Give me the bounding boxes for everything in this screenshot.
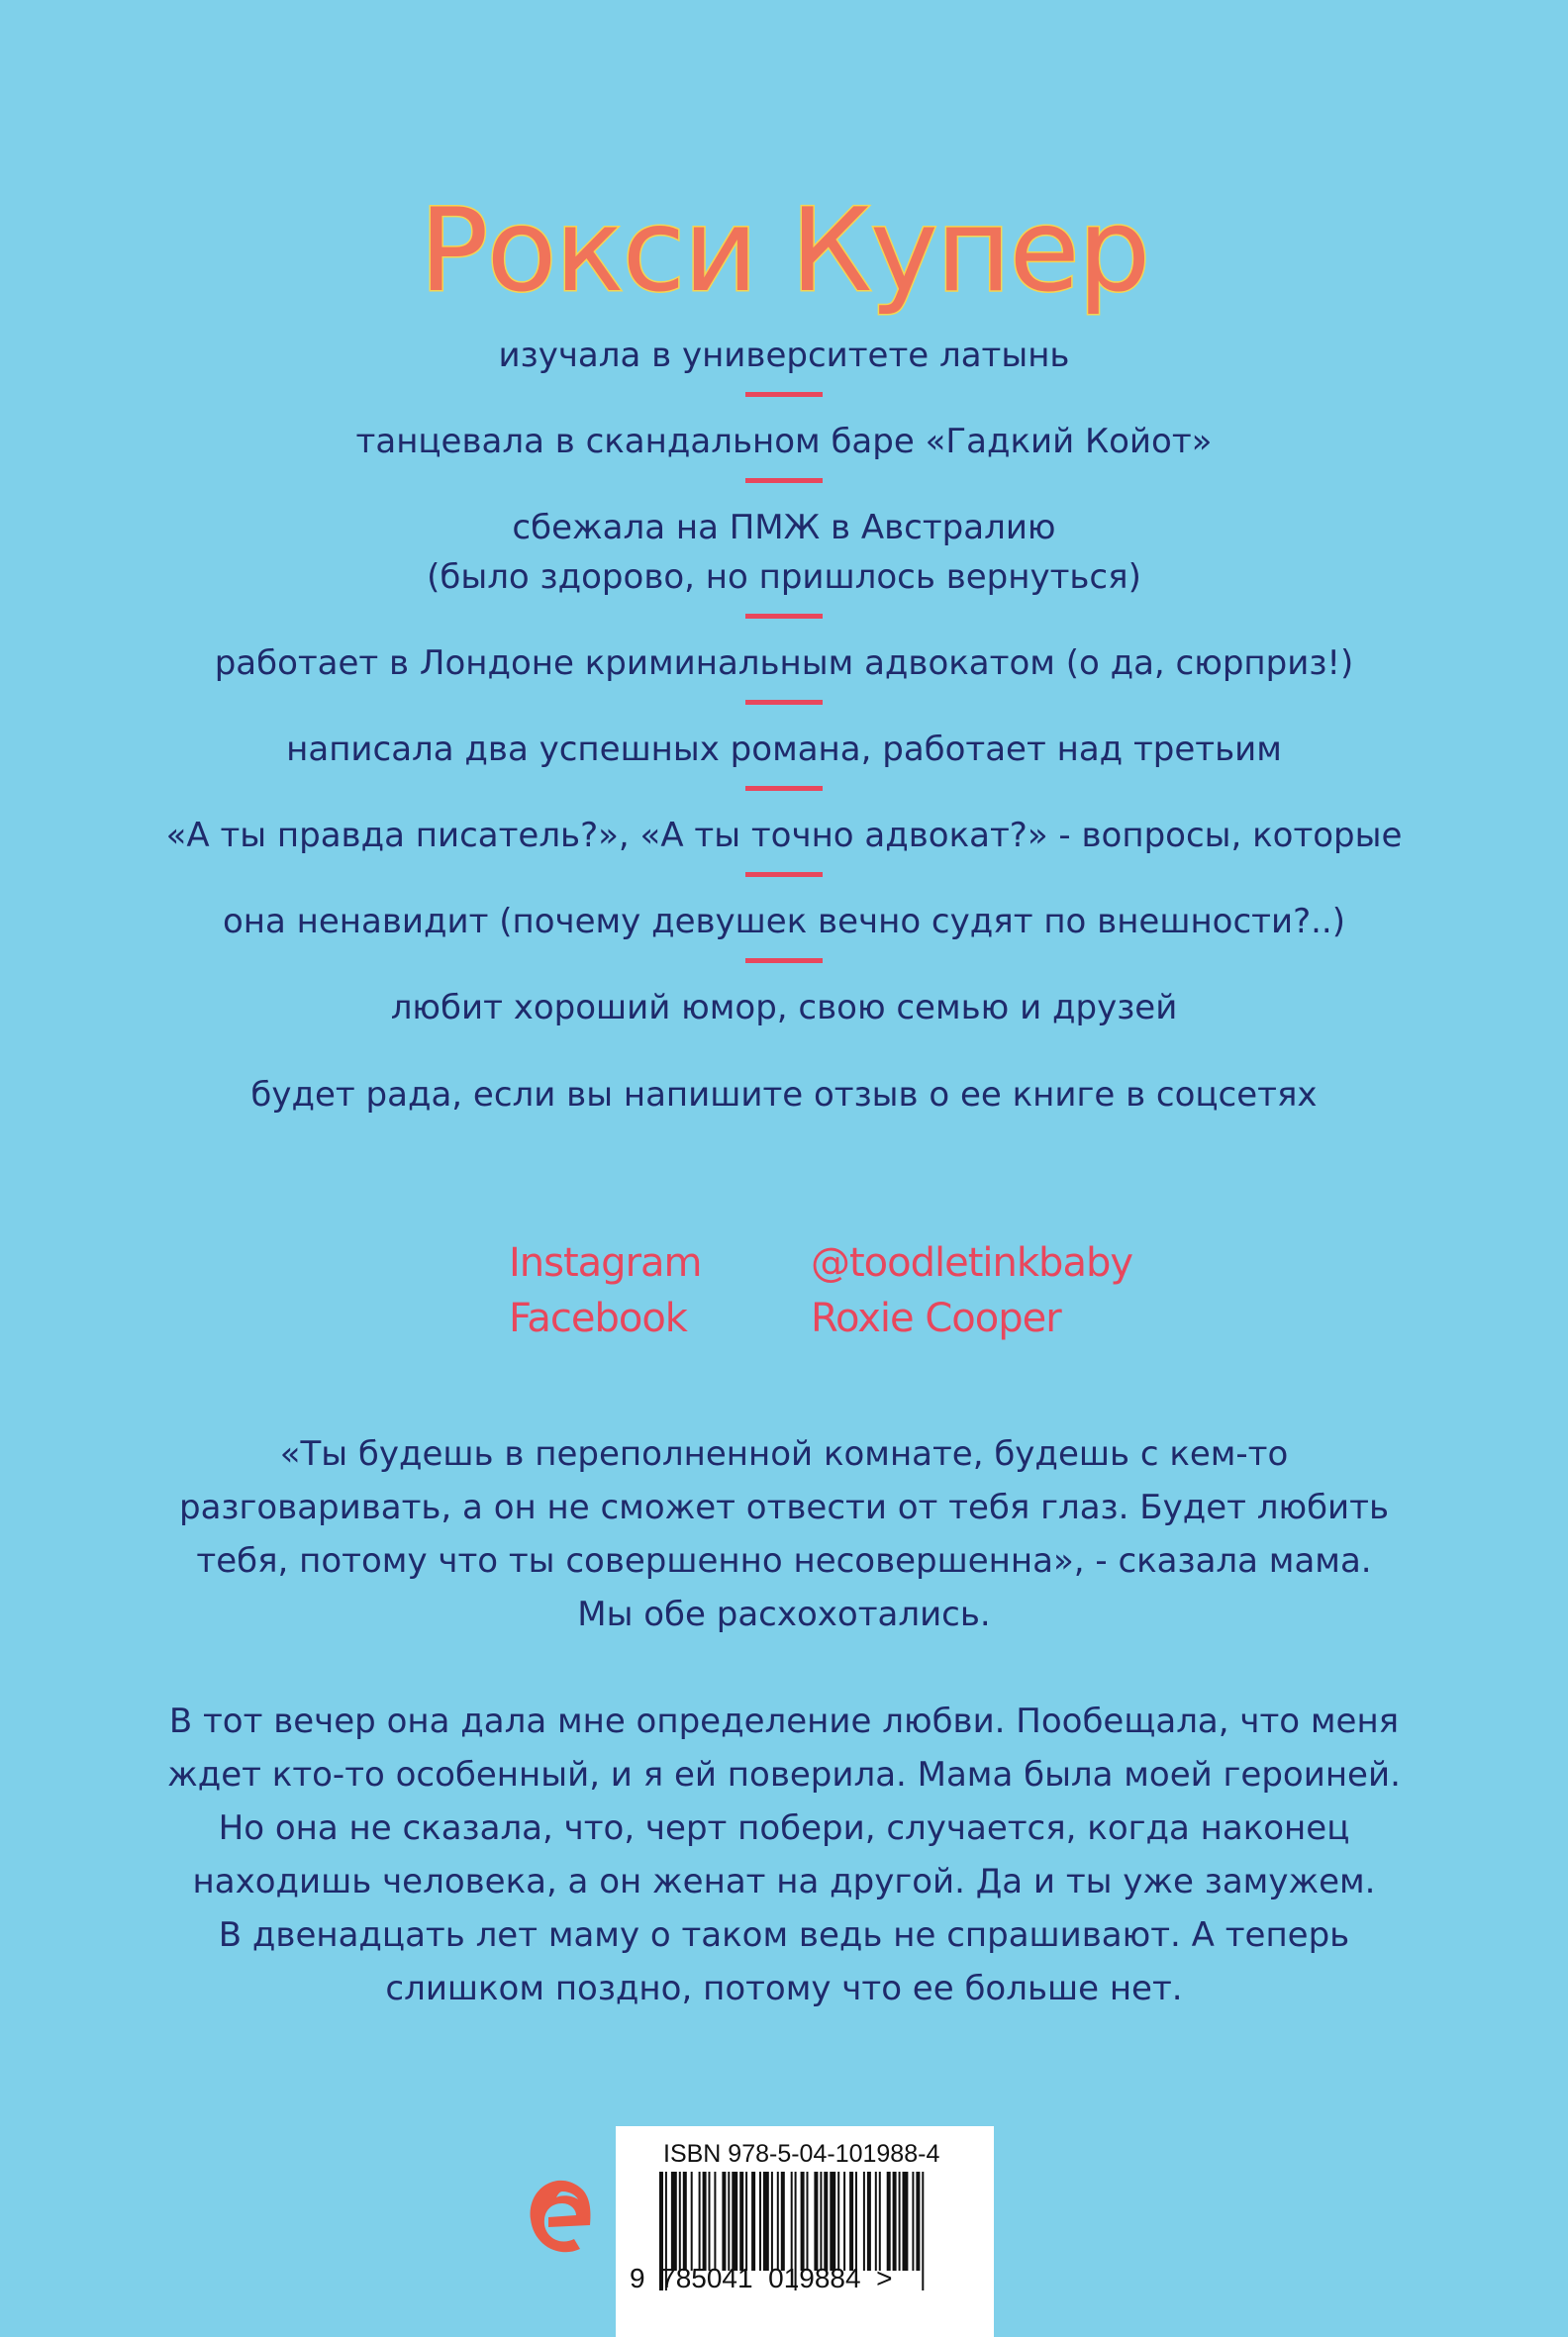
barcode-bar xyxy=(691,2172,693,2271)
barcode-bar xyxy=(679,2172,681,2271)
barcode-bar xyxy=(739,2172,743,2271)
fact-divider xyxy=(745,872,823,877)
author-fact xyxy=(0,503,1568,602)
barcode-bar xyxy=(709,2172,711,2271)
blurb-line: В двенадцать лет маму о таком ведь не спрашивают. А теперь xyxy=(218,1915,1350,1955)
barcode-digits: 9 785041 019884 > xyxy=(630,2263,893,2293)
author-fact-line: написала два успешных романа, работает над третьим xyxy=(286,730,1282,769)
barcode-bar xyxy=(875,2172,877,2271)
barcode-bar xyxy=(855,2172,857,2271)
barcode-bar xyxy=(699,2172,701,2271)
barcode-bar xyxy=(916,2172,920,2271)
barcode-bar xyxy=(849,2172,853,2271)
social-handle: @toodletinkbaby xyxy=(811,1240,1133,1286)
fact-divider xyxy=(745,478,823,483)
barcode-bar xyxy=(777,2172,779,2271)
barcode-bar xyxy=(899,2172,901,2271)
barcode-bar xyxy=(807,2172,809,2271)
barcode-bar xyxy=(671,2172,677,2271)
barcode-bar xyxy=(903,2172,909,2271)
blurb-line: Но она не сказала, что, черт побери, случается, когда наконец xyxy=(218,1808,1350,1848)
blurb-line: слишком поздно, потому что ее больше нет. xyxy=(385,1969,1183,2008)
social-network-label: Facebook xyxy=(509,1296,687,1341)
barcode-bar xyxy=(830,2172,835,2271)
barcode-bar xyxy=(843,2172,845,2271)
barcode-bar xyxy=(722,2172,726,2271)
author-name: Рокси Купер xyxy=(419,183,1149,318)
author-fact-line: сбежала на ПМЖ в Австралию xyxy=(512,508,1056,547)
barcode-bar xyxy=(814,2172,818,2271)
blurb-line: тебя, потому что ты совершенно несовершенна», - сказала мама. xyxy=(196,1541,1372,1581)
barcode-bar xyxy=(922,2172,924,2290)
author-fact-line: танцевала в скандальном баре «Гадкий Койот» xyxy=(355,422,1213,461)
author-fact xyxy=(0,1070,1568,1120)
author-fact xyxy=(0,417,1568,466)
fact-divider xyxy=(745,392,823,397)
barcode-bar xyxy=(912,2172,914,2271)
barcode-bar xyxy=(867,2172,871,2271)
barcode-bar xyxy=(824,2172,828,2271)
isbn-barcode-box xyxy=(616,2126,994,2337)
author-fact xyxy=(0,983,1568,1032)
blurb-line: В тот вечер она дала мне определение любви. Пообещала, что меня xyxy=(168,1702,1400,1741)
author-facts-list xyxy=(0,331,1568,1120)
barcode-bar xyxy=(751,2172,755,2271)
barcode-bar xyxy=(771,2172,773,2271)
fact-divider xyxy=(745,786,823,791)
social-links xyxy=(509,1235,1132,1346)
barcode-bar xyxy=(887,2172,891,2271)
barcode-bar xyxy=(732,2172,737,2271)
publisher-logo-icon xyxy=(519,2170,598,2269)
barcode-bar xyxy=(837,2172,839,2271)
author-fact xyxy=(0,638,1568,688)
author-fact-line: (было здорово, но пришлось вернуться) xyxy=(427,557,1141,597)
social-handle: Roxie Cooper xyxy=(811,1296,1061,1341)
fact-spacer xyxy=(0,1032,1568,1070)
social-row-instagram xyxy=(509,1235,1132,1291)
author-fact xyxy=(0,897,1568,946)
blurb-line: находишь человека, а он женат на другой. Да и ты уже замужем. xyxy=(192,1862,1376,1901)
fact-divider xyxy=(745,614,823,619)
author-fact xyxy=(0,331,1568,380)
barcode-bar xyxy=(879,2172,881,2271)
blurb-line: ждет кто-то особенный, и я ей поверила. Мама была моей героиней. xyxy=(167,1755,1401,1795)
blurb-line: разговаривать, а он не сможет отвести от тебя глаз. Будет любить xyxy=(179,1488,1389,1527)
social-network-label: Instagram xyxy=(509,1240,702,1286)
barcode-bar xyxy=(791,2172,793,2271)
author-fact-line: изучала в университете латынь xyxy=(498,336,1070,375)
author-fact-line: любит хороший юмор, свою семью и друзей xyxy=(390,988,1178,1027)
fact-divider xyxy=(745,700,823,705)
barcode-bar xyxy=(728,2172,730,2271)
barcode-bar xyxy=(863,2172,865,2271)
author-fact-line: работает в Лондоне криминальным адвокатом (о да, сюрприз!) xyxy=(214,643,1354,683)
barcode-bar xyxy=(820,2172,822,2271)
author-fact-line: «А ты правда писатель?», «А ты точно адвокат?» - вопросы, которые xyxy=(165,816,1403,855)
blurb-paragraph-2 xyxy=(119,1695,1449,2015)
barcode-bar xyxy=(763,2172,769,2271)
blurb-line: Мы обе расхохотались. xyxy=(577,1595,991,1634)
barcode-bar xyxy=(759,2172,761,2271)
barcode-bar xyxy=(745,2172,747,2271)
isbn-label: ISBN 978-5-04-101988-4 xyxy=(663,2140,940,2168)
social-row-facebook xyxy=(509,1291,1132,1346)
barcode-bar xyxy=(714,2172,716,2271)
fact-divider xyxy=(745,958,823,963)
author-fact xyxy=(0,725,1568,774)
barcode-bar xyxy=(703,2172,707,2271)
barcode-bar xyxy=(801,2172,805,2271)
barcode-bar xyxy=(683,2172,687,2271)
barcode-bar xyxy=(781,2172,785,2271)
author-fact-line: она ненавидит (почему девушек вечно судят по внешности?..) xyxy=(222,902,1346,941)
blurb-paragraph-1 xyxy=(119,1427,1449,1641)
barcode-bar xyxy=(893,2172,897,2271)
blurb-line: «Ты будешь в переполненной комнате, будешь с кем-то xyxy=(279,1434,1289,1474)
author-fact-line: будет рада, если вы напишите отзыв о ее книге в соцсетях xyxy=(250,1075,1318,1115)
author-fact xyxy=(0,811,1568,860)
